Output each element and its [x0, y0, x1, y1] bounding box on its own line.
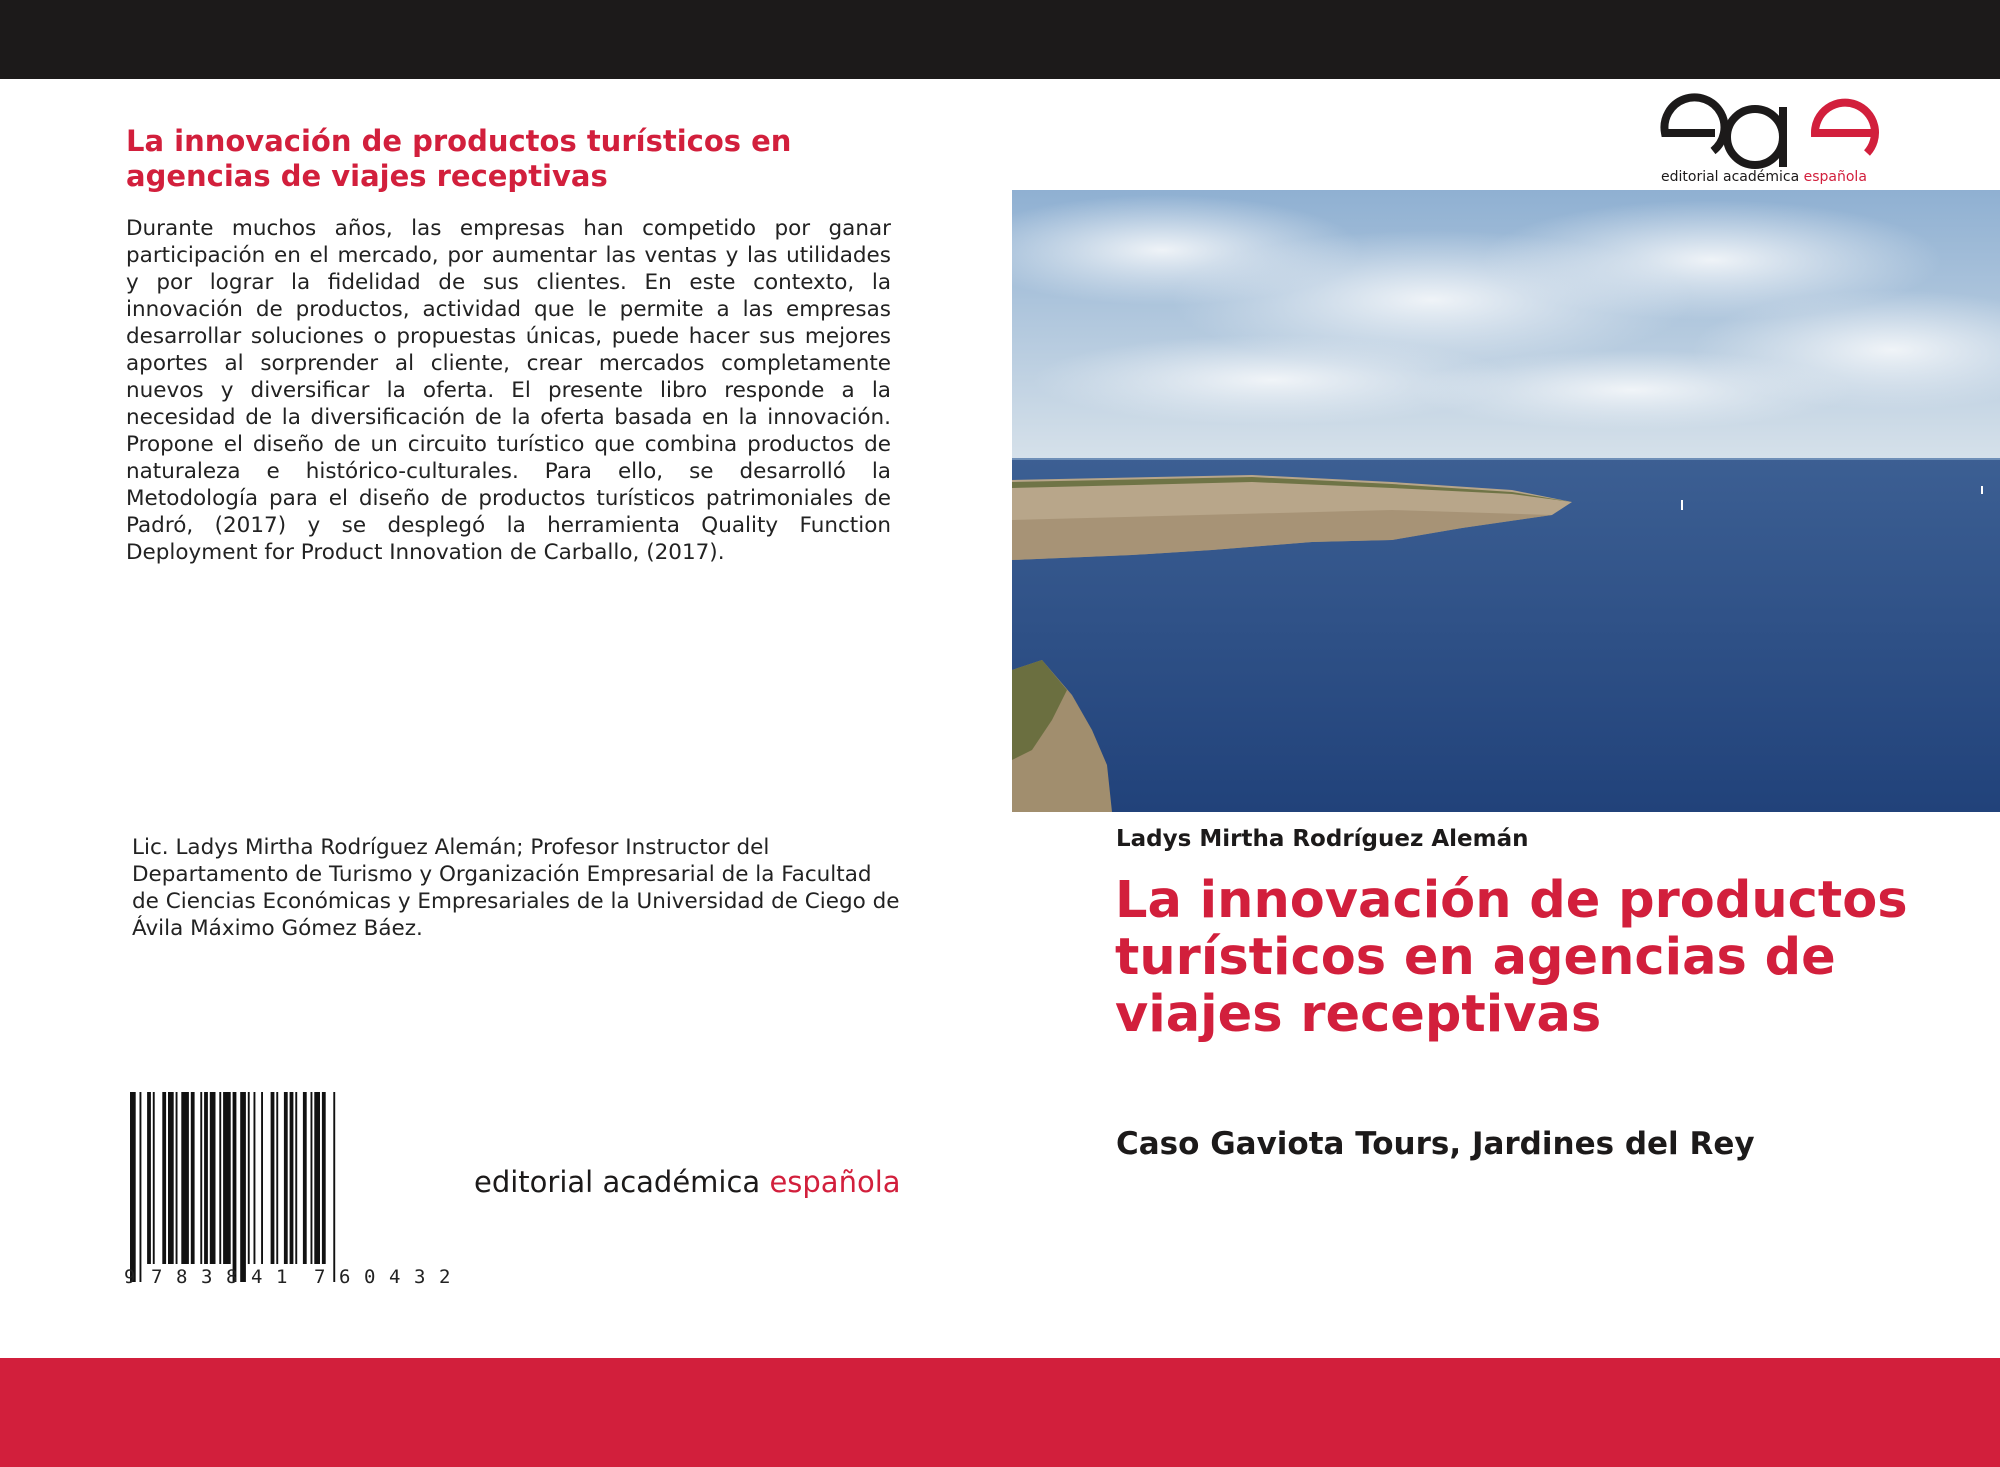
- publisher-logo-mark: [1655, 93, 1885, 171]
- barcode-bar: [303, 1092, 307, 1264]
- publisher-logo: [1655, 93, 1885, 188]
- barcode-digit: 0: [364, 1266, 376, 1288]
- barcode-digit: 8: [176, 1266, 188, 1288]
- barcode-digit: 9: [124, 1266, 136, 1288]
- logo-text-part1: editorial académica: [1661, 169, 1800, 185]
- cover-photo-coastline: [1012, 190, 2000, 812]
- front-cover-author: Ladys Mirtha Rodríguez Alemán: [1116, 826, 1529, 852]
- front-cover-subtitle: Caso Gaviota Tours, Jardines del Rey: [1116, 1126, 1755, 1162]
- barcode-bar: [200, 1092, 202, 1264]
- barcode-digit: 4: [389, 1266, 401, 1288]
- barcode-bar: [210, 1092, 216, 1264]
- barcode-bar: [254, 1092, 256, 1264]
- barcode-digit: 1: [276, 1266, 288, 1288]
- barcode-bar: [261, 1092, 263, 1264]
- barcode-bar: [240, 1092, 246, 1282]
- barcode-bar: [140, 1092, 142, 1282]
- barcode-bar: [153, 1092, 155, 1264]
- publisher-imprint: [474, 1165, 901, 1199]
- barcode-bar: [333, 1092, 335, 1282]
- barcode-bar: [219, 1092, 221, 1264]
- barcode-bar: [295, 1092, 297, 1264]
- barcode-digit: 2: [439, 1266, 451, 1288]
- front-cover-title: La innovación de productos turísticos en agencias de viajes receptivas: [1115, 871, 1908, 1044]
- back-cover-blurb: Durante muchos años, las empresas han competido por ganar participación en el mercado, por aumentar las ventas y las utilidades y por lograr la fidelidad de sus clientes. En este contexto, la innovación de productos, actividad que le permite a las empresas desarrollar soluciones o propuestas únicas, puede hacer sus mejores aportes al sorprender al cliente, crear mercados completamente nuevos y diversificar la oferta. El presente libro responde a la necesidad de la diversificación de la oferta basada en la innovación. Propone el diseño de un circuito turístico que combina productos de naturaleza e histórico-culturales. Para ello, se desarrolló la Metodología para el diseño de productos turísticos patrimoniales de Padró, (2017) y se desplegó la herramienta Quality Function Deployment for Product Innovation de Carballo, (2017).: [126, 216, 891, 565]
- barcode-bar: [248, 1092, 250, 1264]
- barcode-bar: [284, 1092, 288, 1264]
- barcode: [128, 1092, 458, 1292]
- barcode-bar: [322, 1092, 326, 1264]
- bottom-band: [0, 1358, 2000, 1467]
- logo-text-part2: española: [1803, 169, 1867, 185]
- barcode-bar: [181, 1092, 189, 1264]
- barcode-digit: 7: [314, 1266, 326, 1288]
- barcode-bar: [191, 1092, 195, 1264]
- barcode-bar: [162, 1092, 166, 1264]
- barcode-bar: [276, 1092, 278, 1264]
- imprint-name: editorial académica: [474, 1165, 761, 1199]
- back-cover-title: La innovación de productos turísticos en agencias de viajes receptivas: [126, 124, 792, 193]
- barcode-bar: [176, 1092, 178, 1264]
- barcode-digit: 6: [339, 1266, 351, 1288]
- publisher-logo-text: [1661, 169, 1891, 185]
- barcode-bar: [311, 1092, 313, 1264]
- barcode-bar: [314, 1092, 320, 1264]
- barcode-bar: [233, 1092, 237, 1282]
- barcode-digit: 3: [414, 1266, 426, 1288]
- barcode-digit: 8: [226, 1266, 238, 1288]
- top-band: [0, 0, 2000, 79]
- barcode-digit: 3: [201, 1266, 213, 1288]
- barcode-bar: [168, 1092, 174, 1264]
- barcode-bar: [130, 1092, 136, 1282]
- barcode-bar: [147, 1092, 151, 1264]
- barcode-bar: [271, 1092, 275, 1264]
- barcode-bar: [204, 1092, 208, 1264]
- imprint-name-accent: española: [769, 1165, 901, 1199]
- author-bio: Lic. Ladys Mirtha Rodríguez Alemán; Profesor Instructor del Departamento de Turismo y Organización Empresarial de la Facultad de Ciencias Económicas y Empresariales de la Universidad de Ciego de Ávila Máximo Gómez Báez.: [132, 835, 900, 941]
- barcode-bar: [223, 1092, 231, 1264]
- barcode-bar: [290, 1092, 294, 1264]
- barcode-digit: 4: [251, 1266, 263, 1288]
- barcode-digit: 7: [151, 1266, 163, 1288]
